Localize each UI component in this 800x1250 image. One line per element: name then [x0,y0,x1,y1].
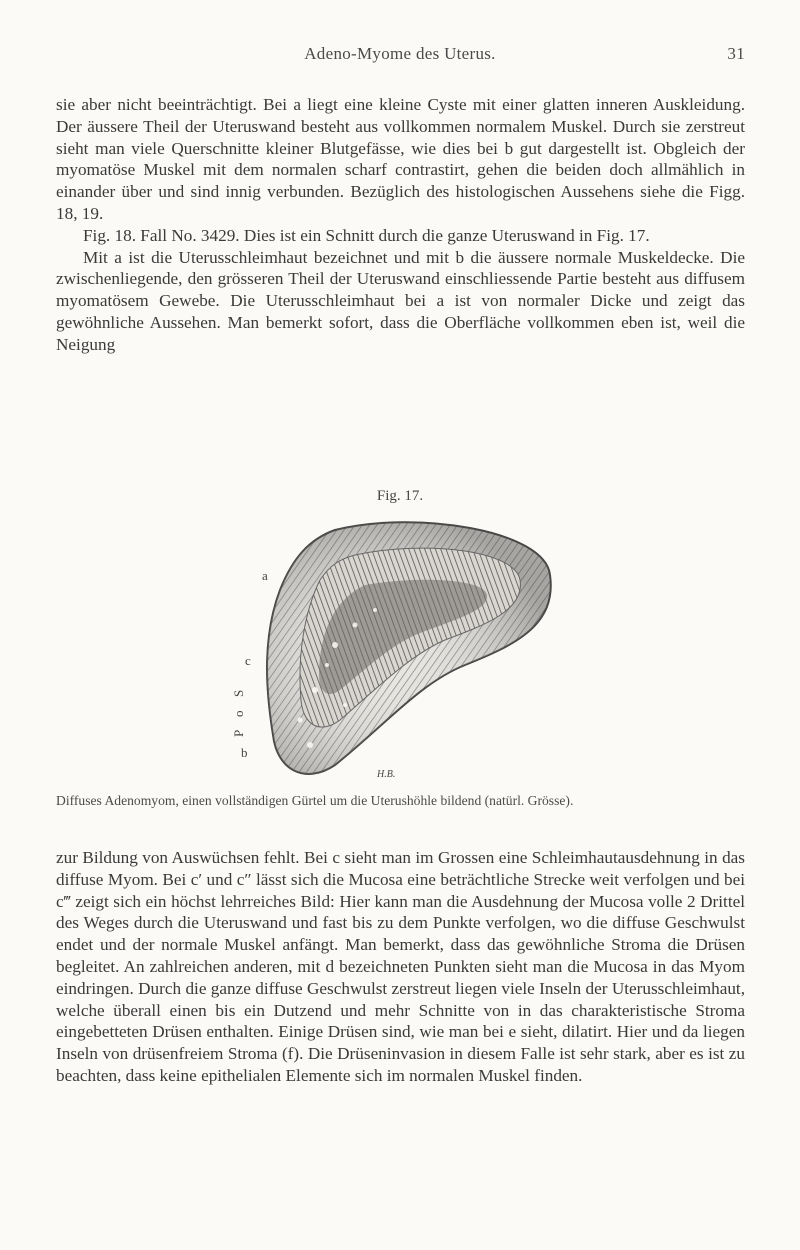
body-text-top [56,94,745,356]
paragraph: zur Bildung von Auswüchsen fehlt. Bei c sieht man im Grossen eine Schleimhautausdehnung in das diffuse Myom. Bei c′ und c″ lässt sich die Mucosa eine beträchtliche Strecke weit verfolgen und bei c‴ zeigt sich ein höchst lehrreiches Bild: Hier kann man die Ausdehnung der Mucosa volle 2 Drittel des Weges durch die Uteruswand und fast bis zu dem Punkte verfolgen, wo die diffuse Geschwulst endet und der normale Muskel anfängt. Man bemerkt, dass das gewöhnliche Stroma die Drüsen begleitet. An zahlreichen anderen, mit d bezeichneten Punkten sieht man die Mucosa in das Myom eindringen. Durch die ganze diffuse Geschwulst zerstreut liegen viele Inseln der Uterusschleimhaut, welche überall einen bis ein Dutzend und mehr Schnitte von in das charakteristische Stroma eingebetteten Drüsen enthalten. Einige Drüsen sind, wie man bei e sieht, dilatirt. Hier und da liegen Inseln von drüsenfreiem Stroma (f). Die Drüseninvasion in diesem Falle ist sehr stark, aber es ist zu beachten, dass keine epithelialen Elemente sich im normalen Muskel finden. [56,848,745,1085]
figure-letter-b: b [241,745,248,760]
paragraph: Mit a ist die Uterusschleimhaut bezeichnet und mit b die äussere normale Muskeldecke. Die zwischenliegende, den grösseren Theil der Uteruswand einschliessende Partie besteht aus diffusem myomatösem Gewebe. Die Uterusschleimhaut bei a ist von normaler Dicke und zeigt das gewöhnliche Aussehen. Man bemerkt sofort, dass die Oberfläche vollkommen eben ist, weil die Neigung [56,247,745,354]
uterus-section-illustration [215,515,590,785]
body-text-bottom [56,847,745,1087]
paragraph: Fig. 18. Fall No. 3429. Dies ist ein Schnitt durch die ganze Uteruswand in Fig. 17. [83,225,650,245]
figure-letter-a: a [262,568,268,583]
figure-letter-s: S [231,689,246,697]
artist-signature: H.B. [377,769,396,780]
running-title: Adeno-Myome des Uterus. [304,44,496,63]
figure-letter-o: o [231,710,246,717]
running-header [55,44,745,68]
figure-caption: Diffuses Adenomyom, einen vollständigen Gürtel um die Uterushöhle bildend (natürl. Grösse). [56,793,574,808]
figure-label: Fig. 17. [376,488,424,504]
figure-letter-c: c [245,653,251,668]
paragraph: sie aber nicht beeinträchtigt. Bei a liegt eine kleine Cyste mit einer glatten inneren Auskleidung. Der äussere Theil der Uteruswand besteht aus vollkommen normalem Muskel. Durch sie zerstreut sieht man viele Querschnitte kleiner Blutgefässe, wie dies bei b gut dargestellt ist. Obgleich der myomatöse Muskel mit dem normalen scharf contrastirt, gehen die beiden doch allmählich in einander über und sind innig verbunden. Bezüglich des histologischen Aussehens siehe die Figg. 18, 19. [56,95,745,223]
figure-illustration [215,515,590,785]
page-number: 31 [727,44,745,63]
figure-letter-p: P [231,729,246,737]
